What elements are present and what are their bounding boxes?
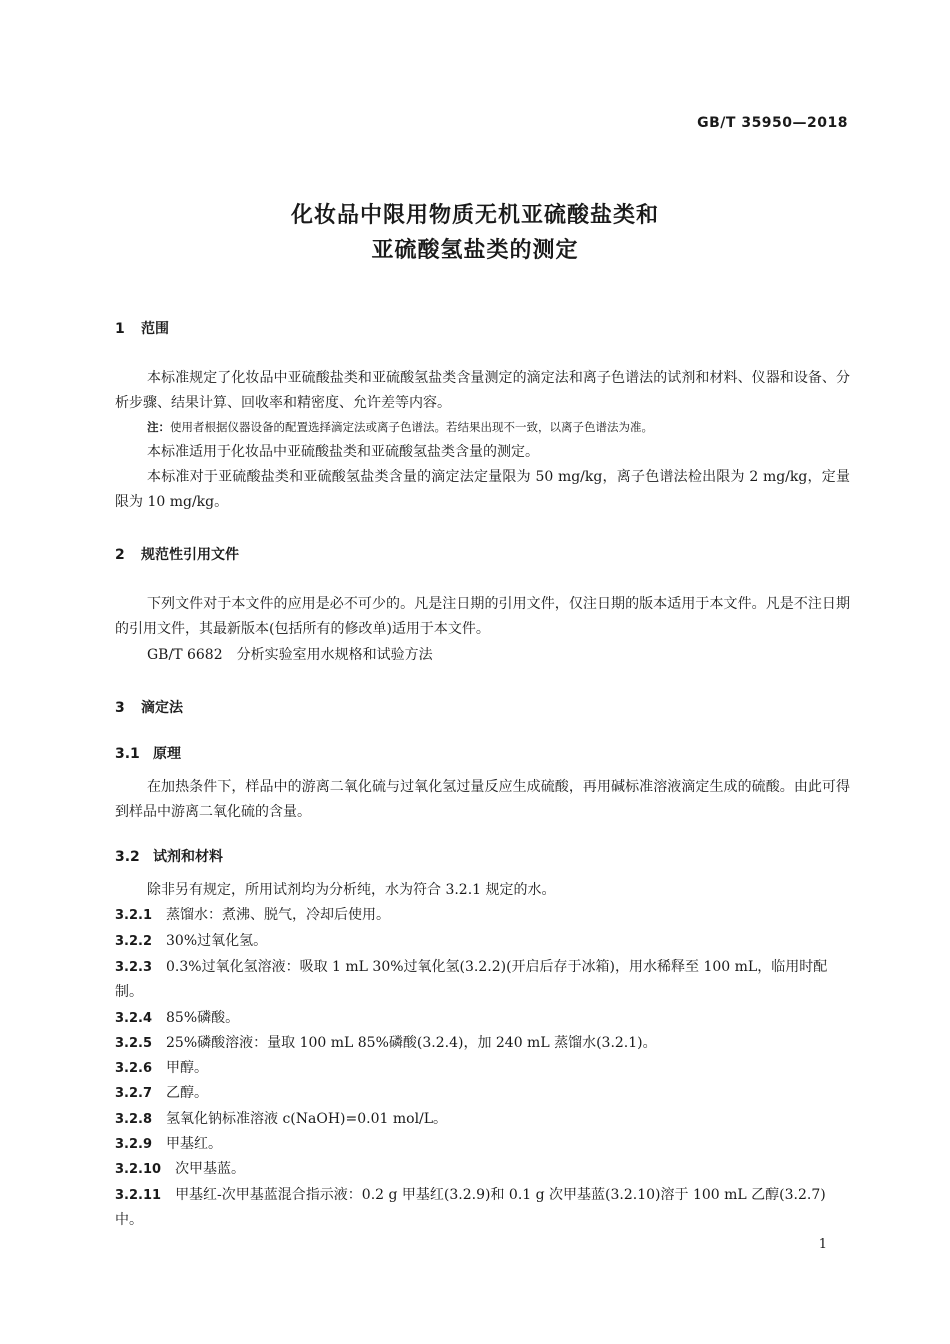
reagent-item <box>115 1132 850 1157</box>
reagent-item <box>115 1183 850 1233</box>
reagent-number: 3.2.4 <box>115 1011 153 1026</box>
reagent-number: 3.2.6 <box>115 1061 153 1076</box>
reagent-item <box>115 1107 850 1132</box>
subsection-title: 原理 <box>153 746 181 762</box>
reagent-number: 3.2.11 <box>115 1188 162 1203</box>
reagent-item <box>115 1031 850 1056</box>
section-title: 滴定法 <box>141 700 183 716</box>
section-1-paragraph-3: 本标准对于亚硫酸盐类和亚硫酸氢盐类含量的滴定法定量限为 50 mg/kg，离子色谱法检出限为 2 mg/kg，定量限为 10 mg/kg。 <box>115 469 850 510</box>
reagent-text: 85%磷酸。 <box>166 1010 240 1026</box>
document-title-line-1: 化妆品中限用物质无机亚硫酸盐类和 <box>290 203 659 228</box>
normative-reference: GB/T 6682 分析实验室用水规格和试验方法 <box>147 647 433 663</box>
note-text: 使用者根据仪器设备的配置选择滴定法或离子色谱法。若结果出现不一致，以离子色谱法为准。 <box>170 420 653 434</box>
reagent-number: 3.2.8 <box>115 1112 153 1127</box>
reagent-number: 3.2.5 <box>115 1036 153 1051</box>
section-title: 规范性引用文件 <box>141 547 239 563</box>
reagent-number: 3.2.9 <box>115 1137 153 1152</box>
subsection-3-2-heading <box>115 846 223 866</box>
section-1-note <box>147 419 653 435</box>
section-1-paragraph-1: 本标准规定了化妆品中亚硫酸盐类和亚硫酸氢盐类含量测定的滴定法和离子色谱法的试剂和材料、仪器和设备、分析步骤、结果计算、回收率和精密度、允许差等内容。 <box>115 370 850 411</box>
note-label: 注： <box>147 420 170 434</box>
section-1-paragraph-2: 本标准适用于化妆品中亚硫酸盐类和亚硫酸氢盐类含量的测定。 <box>147 444 539 460</box>
reagent-text: 甲醇。 <box>166 1060 209 1076</box>
subsection-number: 3.1 <box>115 746 140 762</box>
section-number: 2 <box>115 547 125 563</box>
reagent-text: 甲基红-次甲基蓝混合指示液：0.2 g 甲基红(3.2.9)和 0.1 g 次甲基蓝(3.2.10)溶于 100 mL 乙醇(3.2.7)中。 <box>115 1187 826 1228</box>
section-number: 1 <box>115 321 125 337</box>
section-3-heading <box>115 697 183 717</box>
reagent-item <box>115 1056 850 1081</box>
reagent-text: 25%磷酸溶液：量取 100 mL 85%磷酸(3.2.4)，加 240 mL 蒸馏水(3.2.1)。 <box>166 1035 657 1051</box>
section-number: 3 <box>115 700 125 716</box>
reagent-number: 3.2.10 <box>115 1162 162 1177</box>
document-title-line-2: 亚硫酸氢盐类的测定 <box>371 238 579 263</box>
section-1-heading <box>115 318 169 338</box>
subsection-3-2-intro: 除非另有规定，所用试剂均为分析纯，水为符合 3.2.1 规定的水。 <box>147 882 556 898</box>
reagent-text: 甲基红。 <box>166 1136 223 1152</box>
section-title: 范围 <box>141 321 169 337</box>
standard-number: GB/T 35950—2018 <box>697 115 848 131</box>
section-2-paragraph-1: 下列文件对于本文件的应用是必不可少的。凡是注日期的引用文件，仅注日期的版本适用于本文件。凡是不注日期的引用文件，其最新版本(包括所有的修改单)适用于本文件。 <box>115 596 850 637</box>
page-number: 1 <box>818 1237 827 1252</box>
subsection-title: 试剂和材料 <box>153 849 223 865</box>
reagent-text: 乙醇。 <box>166 1085 209 1101</box>
reagent-text: 氢氧化钠标准溶液 c(NaOH)=0.01 mol/L。 <box>166 1111 448 1127</box>
reagent-text: 30%过氧化氢。 <box>166 933 268 949</box>
reagent-text: 0.3%过氧化氢溶液：吸取 1 mL 30%过氧化氢(3.2.2)(开启后存于冰箱)，用水稀释至 100 mL，临用时配制。 <box>115 959 828 1000</box>
reagent-text: 次甲基蓝。 <box>175 1161 246 1177</box>
subsection-3-1-heading <box>115 743 181 763</box>
subsection-number: 3.2 <box>115 849 140 865</box>
reagent-item <box>115 1006 850 1031</box>
reagent-item <box>115 903 850 928</box>
reagent-number: 3.2.1 <box>115 908 153 923</box>
reagent-item <box>115 929 850 954</box>
reagent-item <box>115 955 850 1005</box>
reagent-number: 3.2.7 <box>115 1086 153 1101</box>
reagent-number: 3.2.3 <box>115 960 153 975</box>
reagent-number: 3.2.2 <box>115 934 153 949</box>
reagent-item <box>115 1081 850 1106</box>
reagent-item <box>115 1157 850 1182</box>
subsection-3-1-paragraph: 在加热条件下，样品中的游离二氧化硫与过氧化氢过量反应生成硫酸，再用碱标准溶液滴定生成的硫酸。由此可得到样品中游离二氧化硫的含量。 <box>115 779 850 820</box>
section-2-heading <box>115 544 239 564</box>
reagent-text: 蒸馏水：煮沸、脱气，冷却后使用。 <box>166 907 391 923</box>
